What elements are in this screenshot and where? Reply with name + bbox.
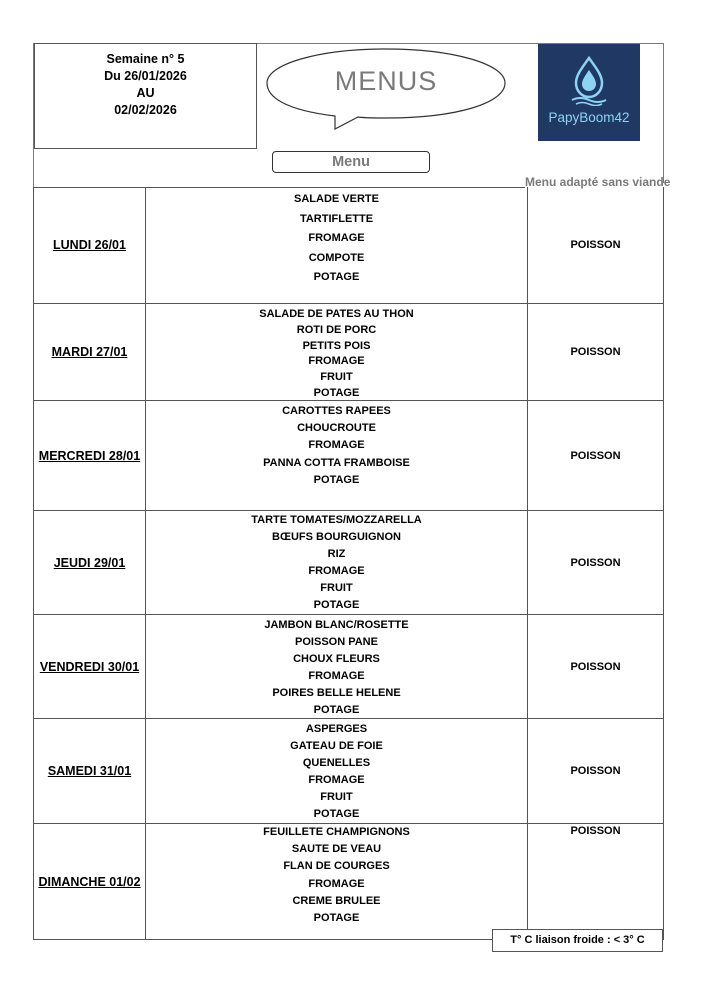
week-to-word: AU [136, 86, 155, 100]
menu-cell [146, 187, 527, 303]
dish-item: FROMAGE [308, 439, 365, 452]
alt-menu-cell [527, 719, 664, 823]
day-label: JEUDI 29/01 [53, 555, 126, 570]
dish-item: ASPERGES [305, 723, 368, 735]
week-from-date: Du 26/01/2026 [104, 69, 187, 83]
day-label: LUNDI 26/01 [53, 238, 126, 252]
dish-item: RIZ [327, 548, 346, 561]
alt-menu-column-label: Menu adapté sans viande [525, 175, 671, 189]
alt-dish: POISSON [570, 825, 621, 837]
dish-item: FRUIT [320, 371, 353, 384]
alt-menu-cell [527, 824, 664, 939]
dish-item: PANNA COTTA FRAMBOISE [263, 456, 410, 469]
dish-item: POTAGE [313, 271, 360, 283]
dish-item: POTAGE [313, 473, 360, 486]
dish-item: CAROTTES RAPEES [282, 405, 391, 417]
dish-item: POTAGE [313, 704, 360, 717]
menu-row [33, 824, 664, 940]
alt-menu-cell [527, 511, 664, 614]
dish-item: CREME BRULEE [292, 894, 381, 907]
menu-column-tag: Menu [272, 151, 430, 173]
dish-item: POISSON PANE [295, 636, 378, 649]
dish-item: ROTI DE PORC [296, 323, 377, 336]
water-drop-icon [568, 56, 610, 106]
week-to-date: 02/02/2026 [114, 103, 177, 117]
temperature-note: T° C liaison froide : < 3° C [492, 929, 663, 952]
menu-cell [146, 719, 527, 823]
day-label: VENDREDI 30/01 [39, 659, 140, 674]
day-cell [33, 615, 146, 718]
day-cell [33, 824, 146, 939]
day-cell [33, 511, 146, 614]
day-cell [33, 401, 146, 510]
dish-item: POTAGE [313, 386, 360, 399]
dish-item: POTAGE [313, 599, 360, 612]
day-label: MERCREDI 28/01 [38, 448, 141, 463]
day-cell [33, 304, 146, 400]
alt-dish: POISSON [570, 660, 621, 673]
dish-item: SAUTE DE VEAU [291, 843, 382, 856]
menu-row [33, 401, 664, 511]
dish-item: FLAN DE COURGES [283, 860, 390, 873]
page-title: MENUS [334, 66, 438, 96]
alt-menu-cell [527, 615, 664, 718]
dish-item: POTAGE [313, 912, 360, 925]
menu-cell [146, 401, 527, 510]
dish-item: FROMAGE [308, 670, 365, 683]
dish-item: BŒUFS BOURGUIGNON [272, 531, 401, 544]
logo-text: PapyBoom42 [548, 110, 630, 125]
menu-cell [146, 511, 527, 614]
frame-right-border [663, 43, 664, 183]
alt-dish: POISSON [570, 239, 621, 251]
dish-item: SALADE DE PATES AU THON [259, 308, 414, 320]
menu-row [33, 719, 664, 824]
dish-item: POTAGE [313, 808, 360, 821]
alt-dish: POISSON [570, 556, 621, 569]
alt-dish: POISSON [570, 449, 621, 462]
dish-item: POIRES BELLE HELENE [272, 687, 401, 700]
menu-row [33, 304, 664, 401]
alt-dish: POISSON [570, 765, 621, 777]
dish-item: FROMAGE [308, 355, 365, 368]
dish-item: CHOUX FLEURS [293, 653, 380, 666]
dish-item: GATEAU DE FOIE [290, 740, 383, 753]
day-cell [33, 719, 146, 823]
dish-item: FRUIT [320, 582, 353, 595]
dish-item: FEUILLETE CHAMPIGNONS [263, 826, 410, 838]
menu-row [33, 615, 664, 719]
day-label: MARDI 27/01 [51, 345, 128, 359]
week-number: Semaine n° 5 [106, 52, 185, 66]
menu-cell [146, 615, 527, 718]
dish-item: FROMAGE [308, 232, 365, 244]
week-info-box [34, 43, 257, 149]
papyboom-logo [538, 44, 640, 141]
menu-cell [146, 824, 527, 939]
day-label: DIMANCHE 01/02 [38, 874, 141, 889]
menu-cell [146, 304, 527, 400]
alt-menu-cell [527, 401, 664, 510]
dish-item: FROMAGE [308, 565, 365, 578]
alt-menu-cell [527, 187, 664, 303]
dish-item: JAMBON BLANC/ROSETTE [264, 619, 409, 631]
dish-item: QUENELLES [302, 757, 371, 770]
dish-item: CHOUCROUTE [297, 422, 376, 435]
dish-item: FROMAGE [308, 774, 365, 787]
dish-item: FRUIT [320, 791, 353, 804]
dish-item: PETITS POIS [302, 339, 371, 352]
dish-item: FROMAGE [308, 877, 365, 890]
dish-item: SALADE VERTE [294, 193, 379, 205]
menu-row [33, 511, 664, 615]
alt-dish: POISSON [570, 346, 621, 358]
dish-item: TARTIFLETTE [299, 212, 374, 225]
dish-item: TARTE TOMATES/MOZZARELLA [251, 514, 422, 526]
alt-menu-cell [527, 304, 664, 400]
day-label: SAMEDI 31/01 [47, 764, 132, 778]
day-cell [33, 187, 146, 303]
dish-item: COMPOTE [308, 251, 365, 264]
menu-row [33, 187, 664, 304]
